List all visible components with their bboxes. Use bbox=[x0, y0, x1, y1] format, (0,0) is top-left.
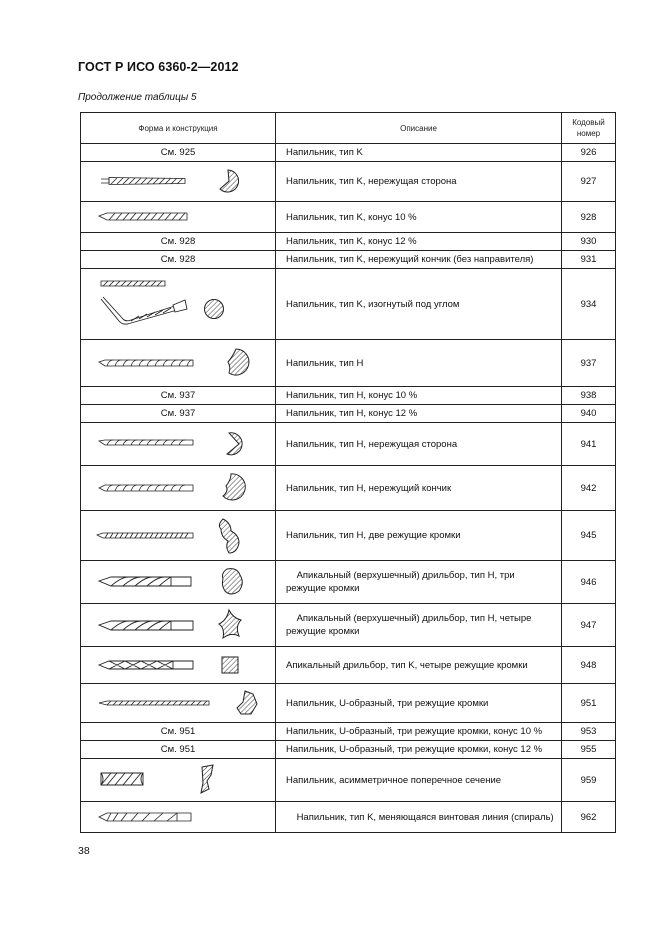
description-cell: Напильник, U-образный, три режущие кромки, конус 10 % bbox=[276, 723, 562, 741]
code-cell: 945 bbox=[562, 511, 616, 561]
form-cell bbox=[81, 802, 276, 833]
table-row bbox=[81, 759, 616, 802]
cross-section-icon bbox=[201, 765, 213, 793]
code-cell: 955 bbox=[562, 741, 616, 759]
table-row bbox=[81, 647, 616, 684]
file-k-angled-drawing bbox=[81, 269, 276, 339]
form-cell bbox=[81, 202, 276, 233]
apical-drill-three-edges-drawing bbox=[81, 561, 276, 603]
twisted-file-icon bbox=[99, 360, 193, 366]
file-k-variable-helix-drawing bbox=[81, 802, 276, 832]
form-cell: См. 925 bbox=[81, 144, 276, 162]
description-cell: Напильник, тип H bbox=[276, 340, 562, 387]
table-row bbox=[81, 423, 616, 466]
form-cell bbox=[81, 269, 276, 340]
description-cell: Напильник, тип K, меняющаяся винтовая линия (спираль) bbox=[276, 802, 562, 833]
code-cell: 938 bbox=[562, 387, 616, 405]
form-cell: См. 951 bbox=[81, 723, 276, 741]
code-cell: 940 bbox=[562, 405, 616, 423]
code-cell: 930 bbox=[562, 233, 616, 251]
twisted-file-icon bbox=[97, 533, 193, 538]
description-cell: Напильник, тип K, нережущая сторона bbox=[276, 162, 562, 202]
table-row bbox=[81, 405, 616, 423]
table-row bbox=[81, 387, 616, 405]
code-cell: 941 bbox=[562, 423, 616, 466]
cross-section-icon bbox=[219, 519, 239, 553]
form-cell bbox=[81, 561, 276, 604]
description-cell: Напильник, U-образный, три режущие кромки bbox=[276, 684, 562, 723]
file-h-noncutting-drawing bbox=[81, 423, 276, 465]
cross-section-icon bbox=[227, 433, 242, 455]
file-u-three-edges-drawing bbox=[81, 684, 276, 722]
form-cell bbox=[81, 511, 276, 561]
u-file-icon bbox=[99, 701, 209, 705]
cross-section-icon bbox=[220, 170, 239, 192]
description-cell: Напильник, тип K, нережущий кончик (без направителя) bbox=[276, 251, 562, 269]
code-cell: 946 bbox=[562, 561, 616, 604]
code-cell: 931 bbox=[562, 251, 616, 269]
form-cell bbox=[81, 759, 276, 802]
table-caption: Продолжение таблицы 5 bbox=[78, 92, 197, 103]
drill-bit-icon bbox=[99, 621, 193, 630]
table-row bbox=[81, 233, 616, 251]
twisted-file-icon bbox=[99, 213, 187, 220]
instruments-table bbox=[80, 112, 616, 833]
form-cell: См. 928 bbox=[81, 233, 276, 251]
description-cell: Напильник, U-образный, три режущие кромки, конус 12 % bbox=[276, 741, 562, 759]
description-cell: Апикальный (верхушечный) дрильбор, тип H, три режущие кромки bbox=[276, 561, 562, 604]
table-row bbox=[81, 466, 616, 511]
drill-bit-icon bbox=[99, 661, 193, 669]
twisted-file-icon bbox=[101, 773, 143, 785]
document-title: ГОСТ Р ИСО 6360-2—2012 bbox=[78, 60, 239, 74]
cross-section-icon bbox=[205, 300, 224, 319]
table-row bbox=[81, 604, 616, 647]
form-cell bbox=[81, 466, 276, 511]
file-k-noncutting-drawing bbox=[81, 162, 276, 201]
description-cell: Напильник, асимметричное поперечное сечение bbox=[276, 759, 562, 802]
cross-section-icon bbox=[222, 657, 238, 673]
description-cell: Напильник, тип K, конус 12 % bbox=[276, 233, 562, 251]
code-cell: 928 bbox=[562, 202, 616, 233]
table-row bbox=[81, 162, 616, 202]
twisted-file-icon bbox=[99, 485, 193, 491]
code-cell: 926 bbox=[562, 144, 616, 162]
cross-section-icon bbox=[219, 610, 241, 638]
description-cell: Апикальный (верхушечный) дрильбор, тип H, четыре режущие кромки bbox=[276, 604, 562, 647]
description-cell: Напильник, тип H, две режущие кромки bbox=[276, 511, 562, 561]
table-row bbox=[81, 561, 616, 604]
cross-section-icon bbox=[237, 691, 257, 714]
column-header-code: Кодовый номер bbox=[562, 113, 616, 144]
description-cell: Напильник, тип K, изогнутый под углом bbox=[276, 269, 562, 340]
table-row bbox=[81, 802, 616, 833]
form-cell: См. 928 bbox=[81, 251, 276, 269]
code-cell: 951 bbox=[562, 684, 616, 723]
code-cell: 948 bbox=[562, 647, 616, 684]
description-cell: Напильник, тип H, конус 10 % bbox=[276, 387, 562, 405]
twisted-file-icon bbox=[101, 281, 165, 286]
column-header-form: Форма и конструкция bbox=[81, 113, 276, 144]
table-row bbox=[81, 269, 616, 340]
table-row bbox=[81, 684, 616, 723]
column-header-description: Описание bbox=[276, 113, 562, 144]
table-row bbox=[81, 723, 616, 741]
apical-drill-four-edges-drawing bbox=[81, 604, 276, 646]
code-cell: 934 bbox=[562, 269, 616, 340]
table-row bbox=[81, 511, 616, 561]
form-cell: См. 951 bbox=[81, 741, 276, 759]
code-cell: 947 bbox=[562, 604, 616, 647]
description-cell: Напильник, тип H, конус 12 % bbox=[276, 405, 562, 423]
form-cell bbox=[81, 647, 276, 684]
description-cell: Напильник, тип H, нережущий кончик bbox=[276, 466, 562, 511]
form-cell bbox=[81, 604, 276, 647]
code-cell: 927 bbox=[562, 162, 616, 202]
twisted-file-icon bbox=[99, 440, 193, 445]
apical-drill-k-four-edges-drawing bbox=[81, 647, 276, 683]
angled-file-icon bbox=[101, 297, 187, 324]
code-cell: 953 bbox=[562, 723, 616, 741]
twisted-file-icon bbox=[99, 813, 191, 821]
cross-section-icon bbox=[228, 349, 249, 375]
form-cell bbox=[81, 423, 276, 466]
table-row bbox=[81, 202, 616, 233]
code-cell: 962 bbox=[562, 802, 616, 833]
form-cell bbox=[81, 340, 276, 387]
table-row bbox=[81, 340, 616, 387]
cross-section-icon bbox=[223, 474, 245, 500]
form-cell: См. 937 bbox=[81, 405, 276, 423]
file-h-drawing bbox=[81, 340, 276, 386]
table-row bbox=[81, 144, 616, 162]
form-cell bbox=[81, 684, 276, 723]
table-row bbox=[81, 251, 616, 269]
file-asymmetric-drawing bbox=[81, 759, 276, 801]
table-header-row bbox=[81, 113, 616, 144]
form-cell bbox=[81, 162, 276, 202]
code-cell: 937 bbox=[562, 340, 616, 387]
description-cell: Напильник, тип H, нережущая сторона bbox=[276, 423, 562, 466]
file-h-noncutting-tip-drawing bbox=[81, 466, 276, 510]
page-number: 38 bbox=[78, 845, 90, 857]
description-cell: Апикальный дрильбор, тип K, четыре режущие кромки bbox=[276, 647, 562, 684]
cross-section-icon bbox=[222, 569, 242, 594]
description-cell: Напильник, тип K, конус 10 % bbox=[276, 202, 562, 233]
file-k-taper-drawing bbox=[81, 202, 276, 232]
code-cell: 942 bbox=[562, 466, 616, 511]
code-cell: 959 bbox=[562, 759, 616, 802]
drill-bit-icon bbox=[99, 577, 191, 586]
twisted-file-icon bbox=[101, 178, 185, 185]
description-cell: Напильник, тип K bbox=[276, 144, 562, 162]
form-cell: См. 937 bbox=[81, 387, 276, 405]
file-h-two-edges-drawing bbox=[81, 511, 276, 560]
table-row bbox=[81, 741, 616, 759]
